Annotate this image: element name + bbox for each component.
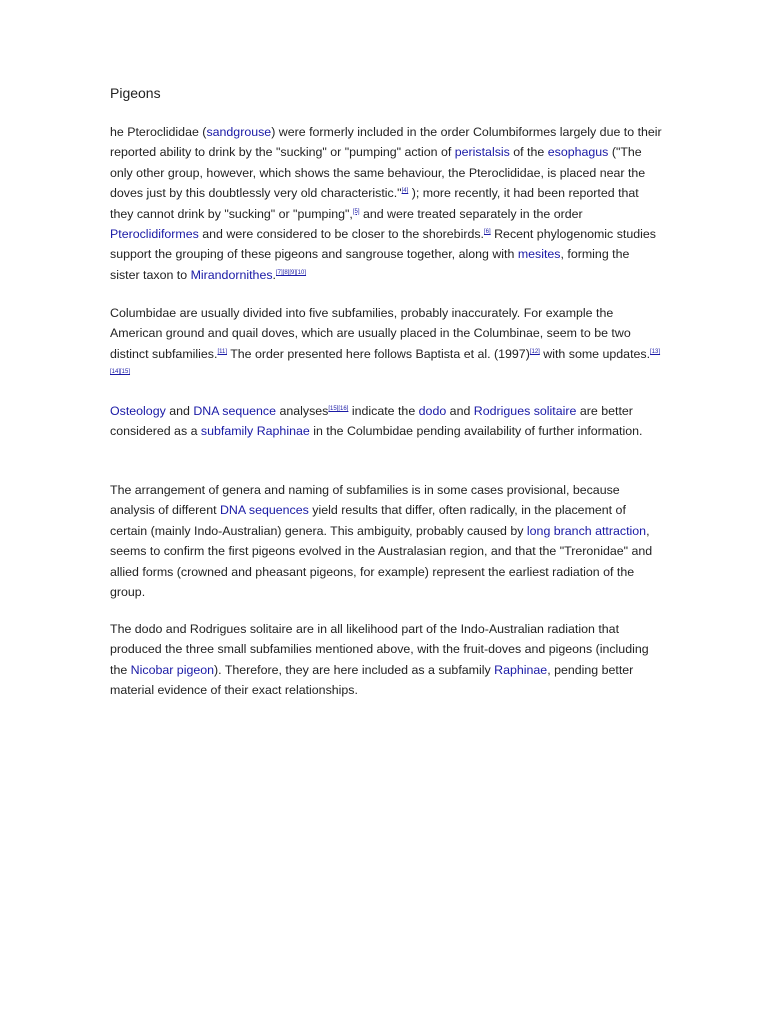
text-run: Recent phylogenomic studies support the grouping of these pigeons and sangrouse together, along with bbox=[110, 227, 656, 262]
text-run: indicate the bbox=[348, 404, 419, 418]
paragraph-raphinae bbox=[110, 401, 662, 442]
text-run: he Pteroclididae ( bbox=[110, 125, 207, 139]
text-run: , forming the sister taxon to bbox=[110, 247, 630, 282]
citation-ref[interactable]: [5] bbox=[352, 208, 360, 215]
paragraph-subfamilies bbox=[110, 303, 662, 385]
citation-ref[interactable]: [4] bbox=[401, 188, 409, 195]
text-run: , pending better material evidence of their exact relationships. bbox=[110, 662, 634, 698]
text-run: in the Columbidae pending availability of further information. bbox=[309, 424, 643, 439]
text-run: yield results that differ, often radically, in the placement of certain (mainly Indo-Australian) genera. This ambiguity, probably caused by bbox=[110, 503, 626, 538]
citation-ref[interactable]: [12] bbox=[529, 348, 540, 355]
text-run: The order presented here follows Baptista et al. (1997) bbox=[227, 346, 530, 361]
link-dodo[interactable]: dodo bbox=[418, 404, 447, 418]
text-run: ) were formerly included in the order Columbiformes largely due to their reported ability to drink by the "sucking" or "pumping" action of bbox=[110, 125, 662, 160]
text-run: of the bbox=[509, 145, 548, 160]
text-run: ); more recently, it had been reported that they cannot drink by "sucking" or "pumping", bbox=[110, 186, 639, 221]
link-subfamily-raphinae[interactable]: subfamily Raphinae bbox=[200, 424, 310, 439]
link-mesites[interactable]: mesites bbox=[517, 247, 561, 262]
text-run: are better considered as a bbox=[110, 404, 633, 439]
text-run: with some updates. bbox=[539, 346, 651, 361]
page-title: Pigeons bbox=[110, 85, 161, 101]
text-run: ). Therefore, they are here included as a subfamily bbox=[214, 662, 495, 677]
text-run: The dodo and Rodrigues solitaire are in all likelihood part of the Indo-Australian radiation that produced the three small subfamilies mentioned above, with the fruit-doves and pigeons (including the bbox=[110, 622, 649, 677]
link-dna-sequences[interactable]: DNA sequences bbox=[219, 503, 309, 518]
text-run: analyses bbox=[276, 404, 329, 418]
citation-ref[interactable]: [11] bbox=[217, 348, 227, 355]
text-run: ("The only other group, however, which shows the same behaviour, the Pteroclididae, is placed near the doves just by this doubtlessly very old characteristic." bbox=[110, 145, 646, 201]
text-run: and were treated separately in the order bbox=[359, 206, 583, 221]
link-raphinae[interactable]: Raphinae bbox=[494, 662, 548, 677]
link-peristalsis[interactable]: peristalsis bbox=[454, 145, 510, 160]
link-sandgrouse[interactable]: sandgrouse bbox=[206, 125, 272, 139]
text-run: and bbox=[165, 404, 194, 418]
link-dna-sequence[interactable]: DNA sequence bbox=[193, 404, 277, 418]
paragraph-arrangement bbox=[110, 480, 662, 602]
link-long-branch-attraction[interactable]: long branch attraction bbox=[526, 523, 647, 538]
link-rodrigues-solitaire[interactable]: Rodrigues solitaire bbox=[473, 404, 577, 418]
citation-ref[interactable]: [6] bbox=[483, 229, 491, 236]
link-pteroclidiformes[interactable]: Pteroclidiformes bbox=[110, 227, 199, 242]
text-run: and were considered to be closer to the shorebirds. bbox=[198, 227, 484, 242]
text-run: , seems to confirm the first pigeons evolved in the Australasian region, and that the "Treronidae" and allied forms (crowned and pheasant pigeons, for example) represent the earliest radiation of the group. bbox=[110, 523, 653, 600]
citation-ref[interactable]: [7][8][9][10] bbox=[276, 269, 307, 276]
citation-ref[interactable]: [15][16] bbox=[328, 406, 349, 412]
paragraph-sandgrouse bbox=[110, 122, 662, 285]
text-run: and bbox=[446, 404, 474, 418]
link-mirandornithes[interactable]: Mirandornithes bbox=[190, 267, 273, 282]
link-nicobar-pigeon[interactable]: Nicobar pigeon bbox=[130, 662, 215, 677]
text-run: . bbox=[272, 267, 276, 282]
paragraph-dodo bbox=[110, 619, 662, 701]
text-run: The arrangement of genera and naming of subfamilies is in some cases provisional, because analysis of different bbox=[110, 483, 620, 518]
text-run: Columbidae are usually divided into five subfamilies, probably inaccurately. For example the American ground and quail doves, which are usually placed in the Columbinae, seem to be two distinct subfamilies. bbox=[110, 306, 631, 361]
link-osteology[interactable]: Osteology bbox=[110, 404, 166, 418]
citation-ref[interactable]: [13][14][15] bbox=[110, 348, 661, 376]
link-esophagus[interactable]: esophagus bbox=[547, 145, 609, 160]
